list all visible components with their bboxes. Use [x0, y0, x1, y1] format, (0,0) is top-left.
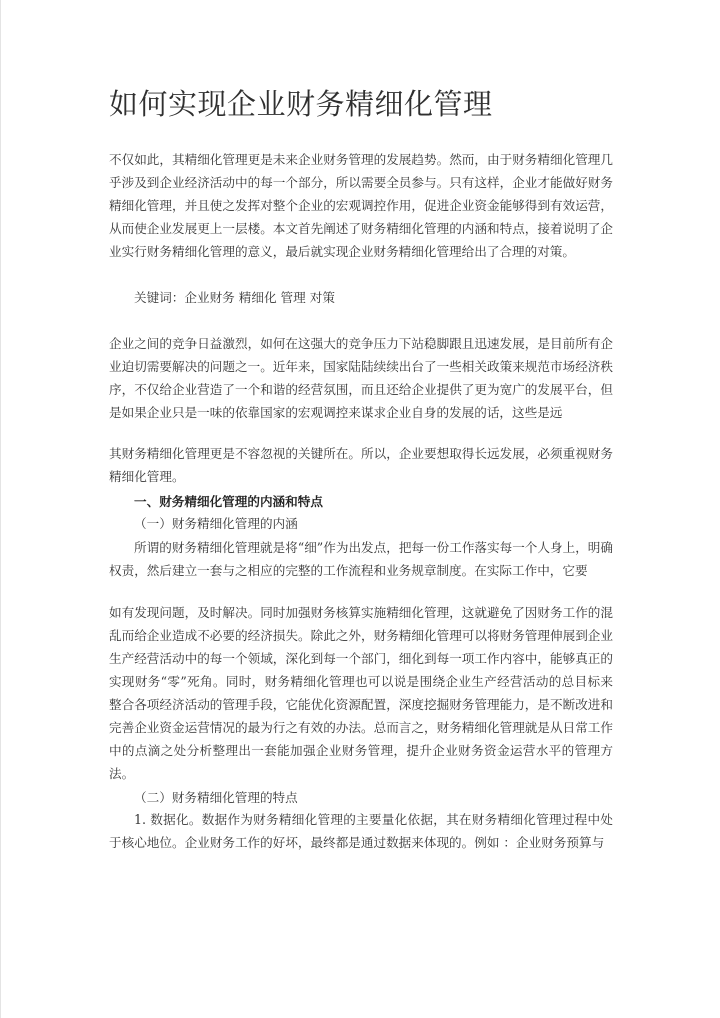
subsection-heading-1: （一）财务精细化管理的内涵: [134, 516, 298, 531]
connotation-paragraph-1: 所谓的财务精细化管理就是将“细”作为出发点，把每一份工作落实每一个人身上，明确权责，然后建立一套与之相应的完整的工作流程和业务规章制度。在实际工作中，它要: [109, 540, 613, 578]
subsection-heading-2: （二）财务精细化管理的特点: [134, 790, 298, 805]
keywords-line: 关键词：企业财务 精细化 管理 对策: [134, 290, 335, 305]
connotation-paragraph-2: 如有发现问题，及时解决。同时加强财务核算实施精细化管理，这就避免了因财务工作的混乱而给企业造成不必要的经济损失。除此之外，财务精细化管理可以将财务管理伸展到企业生产经营活动中的每一个领域，深化到每一个部门，细化到每一项工作内容中，能够真正的实现财务“零”死角。同时，财务精细化管理也可以说是围绕企业生产经营活动的总目标来整合各项经济活动的管理手段，它能优化资源配置，深度挖掘财务管理能力，是不断改进和完善企业资金运营情况的最为行之有效的办法。总而言之，财务精细化管理就是从日常工作中的点滴之处分析整理出一套能加强企业财务管理，提升企业财务资金运营水平的管理方法。: [109, 605, 613, 781]
section-heading-1: 一、财务精细化管理的内涵和特点: [134, 494, 323, 509]
page-title: 如何实现企业财务精细化管理: [109, 87, 493, 121]
intro-paragraph-1: 企业之间的竞争日益激烈，如何在这强大的竞争压力下站稳脚跟且迅速发展，是目前所有企业迫切需要解决的问题之一。近年来，国家陆陆续续出台了一些相关政策来规范市场经济秩序，不仅给企业营造了一个和谐的经营氛围，而且还给企业提供了更为宽广的发展平台，但是如果企业只是一味的依靠国家的宏观调控来谋求企业自身的发展的话，这些是远: [109, 336, 613, 420]
feature-paragraph-1: 1. 数据化。数据作为财务精细化管理的主要量化依据，其在财务精细化管理过程中处于核心地位。企业财务工作的好坏，最终都是通过数据来体现的。例如 ：企业财务预算与: [109, 812, 613, 850]
abstract-paragraph: 不仅如此，其精细化管理更是未来企业财务管理的发展趋势。然而，由于财务精细化管理几乎涉及到企业经济活动中的每一个部分，所以需要全员参与。只有这样，企业才能做好财务精细化管理，并且使之发挥对整个企业的宏观调控作用，促进企业资金能够得到有效运营，从而使企业发展更上一层楼。本文首先阐述了财务精细化管理的内涵和特点，接着说明了企业实行财务精细化管理的意义，最后就实现企业财务精细化管理给出了合理的对策。: [109, 152, 613, 259]
intro-paragraph-2: 其财务精细化管理更是不容忽视的关键所在。所以，企业要想取得长远发展，必须重视财务精细化管理。: [109, 446, 613, 484]
